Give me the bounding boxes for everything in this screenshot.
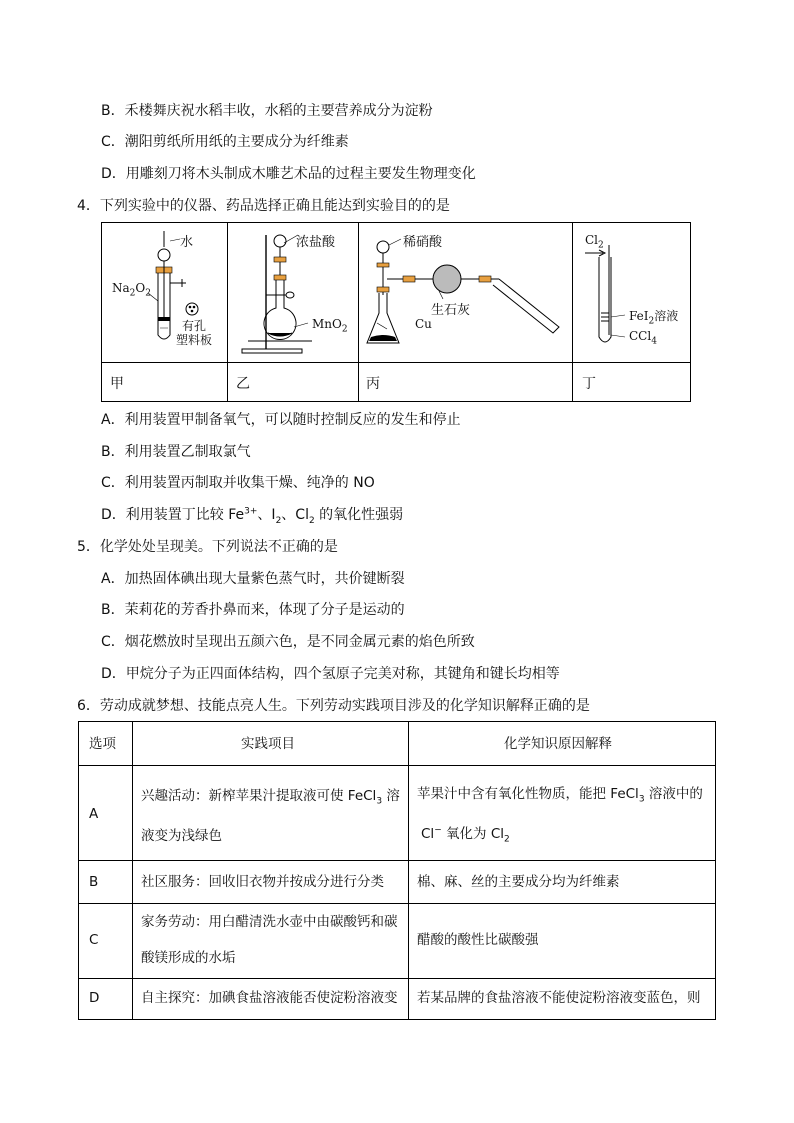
cell-label-jia: 甲 <box>110 376 124 392</box>
fei2-label: FeI$_2$溶液 <box>629 309 679 327</box>
row-a-practice-line2: 液变为浅绿色 <box>141 828 222 844</box>
cu-label: Cu <box>415 317 432 331</box>
q3-option-c: C．潮阳剪纸所用纸的主要成分为纤维素 <box>101 134 349 150</box>
q5-option-b: B．茉莉花的芳香扑鼻而来，体现了分子是运动的 <box>101 602 405 618</box>
apparatus-yi-drawing <box>228 223 358 362</box>
q5-stem: 5．化学处处呈现美。下列说法不正确的是 <box>77 539 338 555</box>
row-b-option: B <box>89 874 99 890</box>
q4-option-a: A．利用装置甲制备氧气，可以随时控制反应的发生和停止 <box>101 412 461 428</box>
q5-option-a: A．加热固体碘出现大量紫色蒸气时，共价键断裂 <box>101 571 405 587</box>
na2o2-label: $Na_2O_2$ <box>112 281 151 299</box>
q4-stem: 4．下列实验中的仪器、药品选择正确且能达到实验目的的是 <box>77 198 450 214</box>
plate-label-2: 塑料板 <box>176 333 213 347</box>
cell-label-bing: 丙 <box>366 376 380 392</box>
row-d-practice: 自主探究：加碘食盐溶液能否使淀粉溶液变 <box>141 990 398 1006</box>
row-c-practice-line2: 酸镁形成的水垢 <box>141 950 236 966</box>
water-label: 水 <box>180 235 194 250</box>
q3-option-d: D．用雕刻刀将木头制成木雕艺术品的过程主要发生物理变化 <box>101 166 476 182</box>
row-a-option: A <box>89 806 99 822</box>
header-reason: 化学知识原因解释 <box>504 736 612 752</box>
conc-hcl-label: 浓盐酸 <box>296 235 336 250</box>
cl2-label: $Cl_2$ <box>585 233 604 251</box>
apparatus-yi <box>228 223 358 362</box>
q4-option-d: D．利用装置丁比较 $Fe^{3+}$、$I_2$、$Cl_2$ 的氧化性强弱 <box>101 506 404 526</box>
quicklime-label: 生石灰 <box>431 303 471 318</box>
row-d-option: D <box>89 990 100 1006</box>
row-b-practice: 社区服务：回收旧衣物并按成分进行分类 <box>141 874 384 890</box>
row-c-reason: 醋酸的酸性比碳酸强 <box>417 932 539 948</box>
cell-label-yi: 乙 <box>236 376 250 392</box>
cell-label-ding: 丁 <box>582 376 596 392</box>
ccl4-label: CCl$_4$ <box>629 329 657 347</box>
apparatus-bing-drawing <box>359 223 572 362</box>
row-c-option: C <box>89 932 99 948</box>
q5-option-d: D．甲烷分子为正四面体结构，四个氢原子完美对称，其键角和键长均相等 <box>101 666 560 682</box>
q5-option-c: C．烟花燃放时呈现出五颜六色，是不同金属元素的焰色所致 <box>101 634 475 650</box>
header-option: 选项 <box>89 736 116 752</box>
row-c-practice-line1: 家务劳动：用白醋清洗水壶中由碳酸钙和碳 <box>141 914 398 930</box>
row-d-reason: 若某品牌的食盐溶液不能使淀粉溶液变蓝色，则 <box>417 990 701 1006</box>
row-a-reason-line1: 苹果汁中含有氧化性物质，能把 FeCl$_3$ 溶液中的 <box>417 786 703 805</box>
apparatus-bing <box>359 223 572 362</box>
apparatus-jia <box>102 223 227 362</box>
apparatus-table <box>101 222 691 402</box>
plate-label-1: 有孔 <box>182 319 207 333</box>
row-a-practice-line1: 兴趣活动：新榨苹果汁提取液可使 FeCl$_3$ 溶 <box>141 788 400 807</box>
row-b-reason: 棉、麻、丝的主要成分均为纤维素 <box>417 874 620 890</box>
header-practice: 实践项目 <box>241 736 295 752</box>
row-a-reason-line2: Cl− 氧化为 $Cl_2$ <box>421 825 510 845</box>
q6-stem: 6．劳动成就梦想、技能点亮人生。下列劳动实践项目涉及的化学知识解释正确的是 <box>77 698 590 714</box>
dilute-hno3-label: 稀硝酸 <box>403 235 443 250</box>
knowledge-table <box>78 721 716 1020</box>
q4-option-c: C．利用装置丙制取并收集干燥、纯净的 NO <box>101 475 375 491</box>
apparatus-ding <box>573 223 691 362</box>
mno2-label: MnO$_2$ <box>312 317 348 335</box>
q4-option-b: B．利用装置乙制取氯气 <box>101 444 251 460</box>
q3-option-b: B．禾楼舞庆祝水稻丰收，水稻的主要营养成分为淀粉 <box>101 103 433 119</box>
